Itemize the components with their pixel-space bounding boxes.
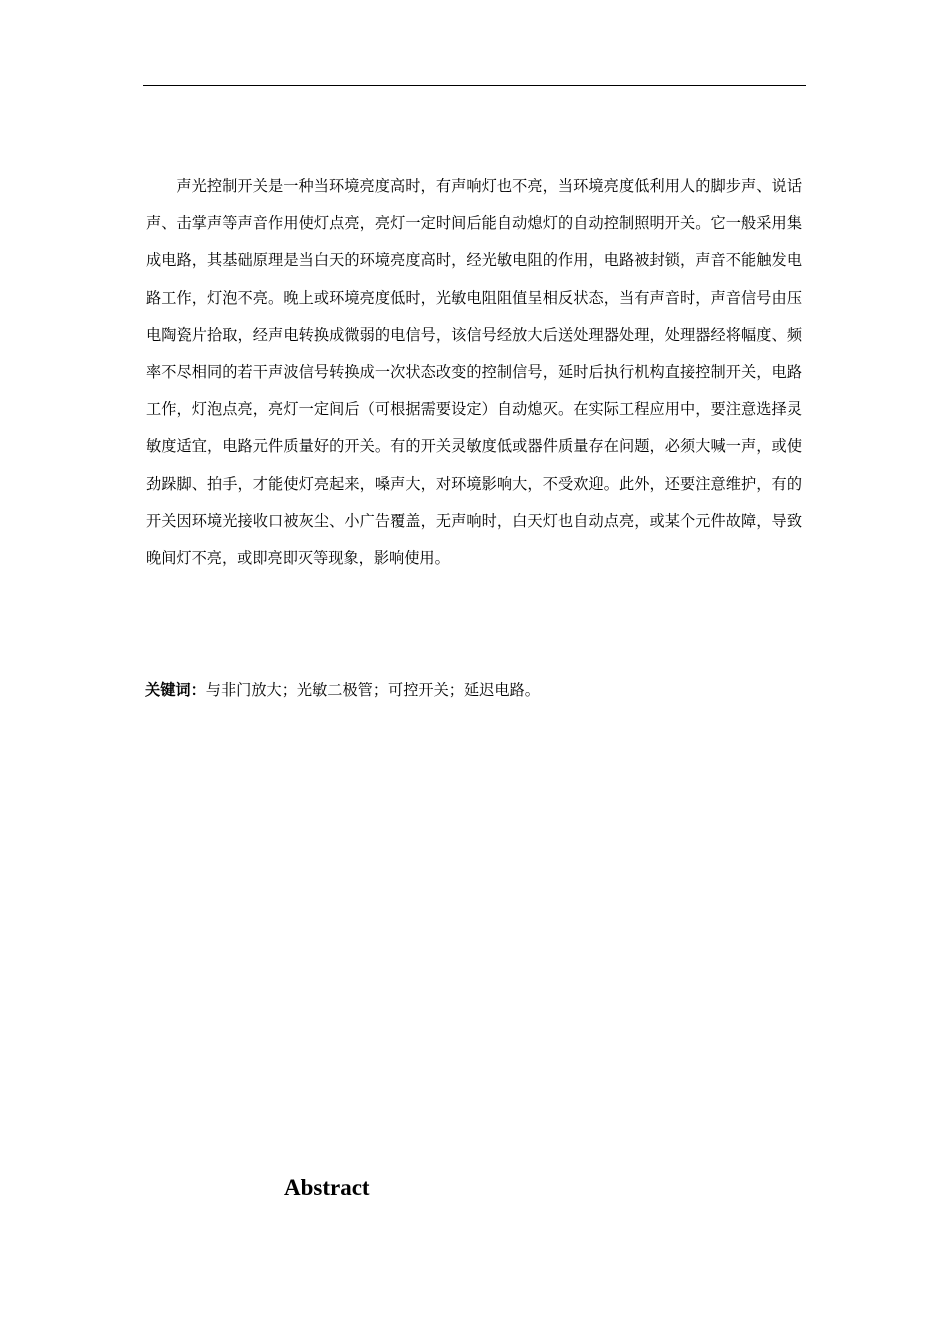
abstract-heading: Abstract <box>284 1175 370 1200</box>
keywords-text: 与非门放大；光敏二极管；可控开关；延迟电路。 <box>205 681 540 699</box>
chinese-abstract-paragraph: 声光控制开关是一种当环境亮度高时，有声响灯也不亮，当环境亮度低利用人的脚步声、说话声、击掌声等声音作用使灯点亮，亮灯一定时间后能自动熄灯的自动控制照明开关。它一般采用集成电路，其基础原理是当白天的环境亮度高时，经光敏电阻的作用，电路被封锁，声音不能触发电路工作，灯泡不亮。晚上或环境亮度低时，光敏电阻阻值呈相反状态，当有声音时，声音信号由压电陶瓷片拾取，经声电转换成微弱的电信号，该信号经放大后送处理器处理，处理器经将幅度、频率不尽相同的若干声波信号转换成一次状态改变的控制信号，延时后执行机构直接控制开关，电路工作，灯泡点亮，亮灯一定间后（可根据需要设定）自动熄灭。在实际工程应用中，要注意选择灵敏度适宜，电路元件质量好的开关。有的开关灵敏度低或器件质量存在问题，必须大喊一声，或使劲跺脚、拍手，才能使灯亮起来，嗓声大，对环境影响大，不受欢迎。此外，还要注意维护，有的开关因环境光接收口被灰尘、小广告覆盖，无声响时，白天灯也自动点亮，或某个元件故障，导致晚间灯不亮，或即亮即灭等现象，影响使用。 <box>146 177 802 568</box>
keywords-label: 关键词： <box>145 681 206 699</box>
header-rule <box>143 85 806 86</box>
keywords-line <box>145 676 805 704</box>
